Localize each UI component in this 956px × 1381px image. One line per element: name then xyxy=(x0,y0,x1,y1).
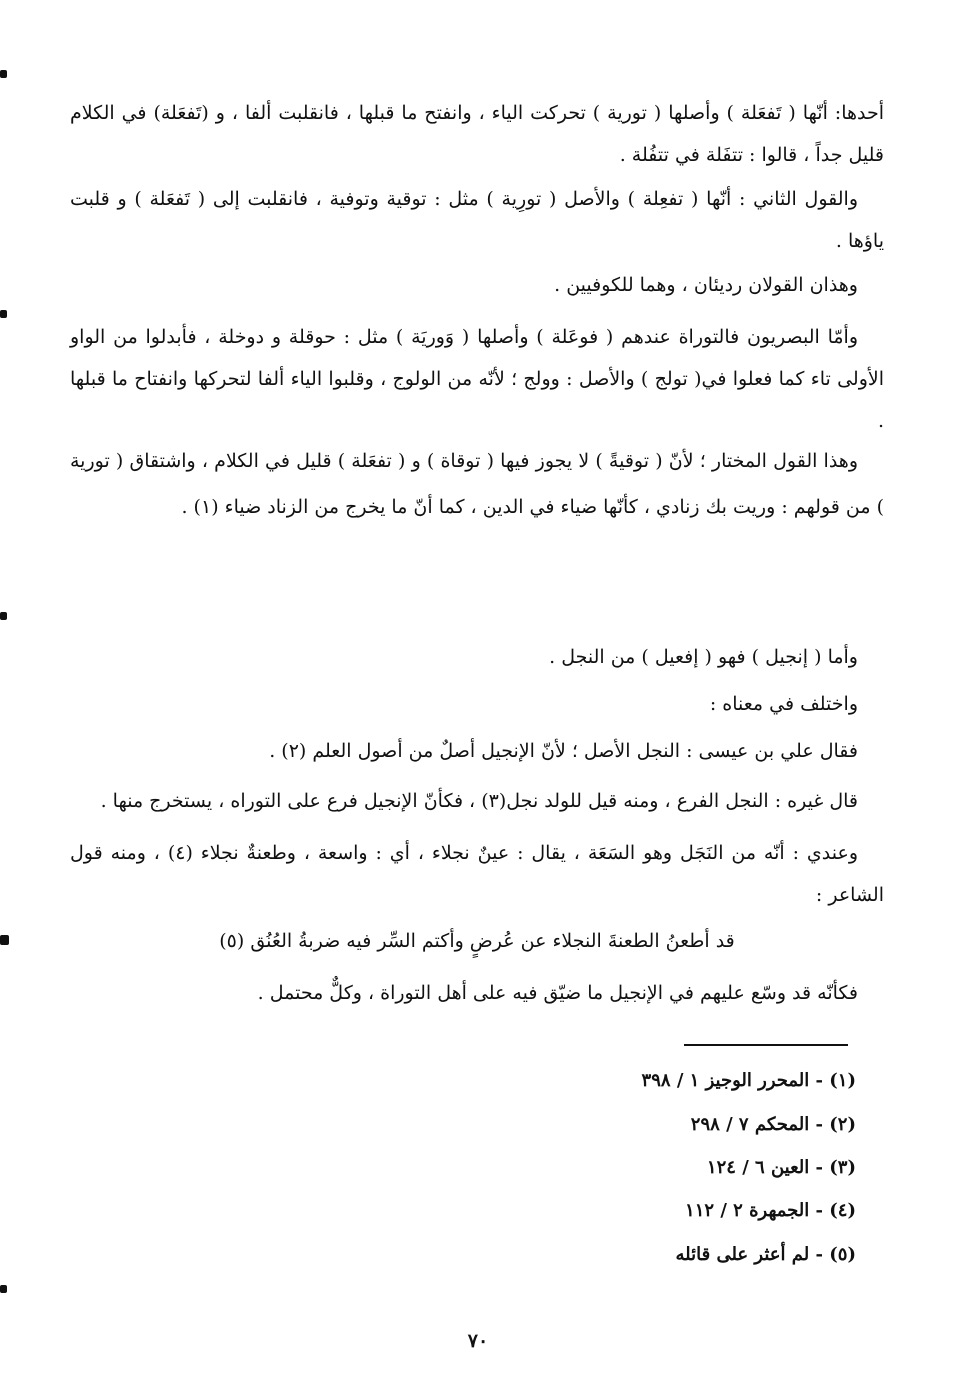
scan-edge-mark xyxy=(0,935,9,945)
footnote-2: (٢) - المحكم ٧ / ٢٩٨ xyxy=(690,1114,856,1135)
footnote-4: (٤) - الجمهرة ٢ / ١١٢ xyxy=(685,1200,856,1221)
scan-edge-mark xyxy=(0,310,7,318)
footnote-1: (١) - المحرر الوجيز ١ / ٣٩٨ xyxy=(641,1070,856,1091)
footnote-divider xyxy=(684,1044,848,1046)
paragraph-basran-opinion: وأمّا البصريون فالتوراة عندهم ( فوعَلة ) وأصلها ( وَوريَة ) مثل : حوقلة و دوخلة ، فأبدلوا من الواو الأولى تاء كما فعلوا في( تولج ) والأصل : وولج ؛ لأنّه من الولوج ، وقلبوا الياء ألفا لتحركها وانفتاح ما قبلها . xyxy=(70,326,884,432)
paragraph-other-opinion: قال غيره : النجل الفرع ، ومنه قيل للولد نجل(٣) ، فكأنّ الإنجيل فرع على التوراه ، يستخرج منها . xyxy=(100,790,858,812)
scan-edge-mark xyxy=(0,612,7,620)
footnote-5: (٥) - لم أعثر على قائله xyxy=(675,1244,856,1265)
paragraph-ali-ibn-isa: فقال علي بن عيسى : النجل الأصل ؛ لأنّ الإنجيل أصلٌ من أصول العلم (٢) . xyxy=(269,740,858,762)
page-number: ٧٠ xyxy=(467,1330,489,1352)
paragraph-chosen-opinion: وهذا القول المختار ؛ لأنّ ( توقيةً ) لا يجوز فيها ( توقاة ) و ( تفعَلة ) قليل في الكلام ، واشتقاق ( تورية ) من قولهم : وريت بك زنادي ، كأنّها ضياء في الدين ، كما أنّ ما يخرج من الزناد ضياء (١) . xyxy=(70,450,884,518)
paragraph-second-opinion: والقول الثاني : أنّها ( تفعِلة ) والأصل ( تورِية ) مثل : توقية وتوفية ، فانقلبت إلى ( تَفعَلة ) و قلبت ياؤها . xyxy=(70,188,884,252)
paragraph-meaning-dispute: واختلف في معناه : xyxy=(709,693,858,715)
footnote-3: (٣) - العين ٦ / ١٢٤ xyxy=(706,1157,856,1178)
scan-edge-mark xyxy=(0,1285,7,1293)
paragraph-conclusion: فكأنّه قد وسّع عليهم في الإنجيل ما ضيّق فيه على أهل التوراة ، وكلٌّ محتمل . xyxy=(257,982,858,1004)
scan-edge-mark xyxy=(0,70,7,78)
paragraph-kufan-note: وهذان القولان رديئان ، وهما للكوفيين . xyxy=(554,274,858,296)
paragraph-injil-form: وأما ( إنجيل ) فهو ( إفعيل ) من النجل . xyxy=(549,646,858,668)
paragraph-author-opinion: وعندي : أنّه من النَجَل وهو السَعَة ، يقال : عينٌ نجلاء ، أي : واسعة ، وطعنةٌ نجلاء (٤) ، ومنه قول الشاعر : xyxy=(70,842,884,906)
paragraph-first-opinion: أحدها: أنّها ( تَفعَلة ) وأصلها ( تورية ) تحركت الياء ، وانفتح ما قبلها ، فانقلبت ألفا ، و (تَفعَلة) في الكلام قليل جداً ، قالوا : تتفَلة في تتفُلة . xyxy=(70,102,884,166)
poetry-verse: قد أطعنُ الطعنةَ النجلاء عن عُرضٍ وأكتم السِّر فيه ضربةُ العُنُق (٥) xyxy=(219,930,735,952)
